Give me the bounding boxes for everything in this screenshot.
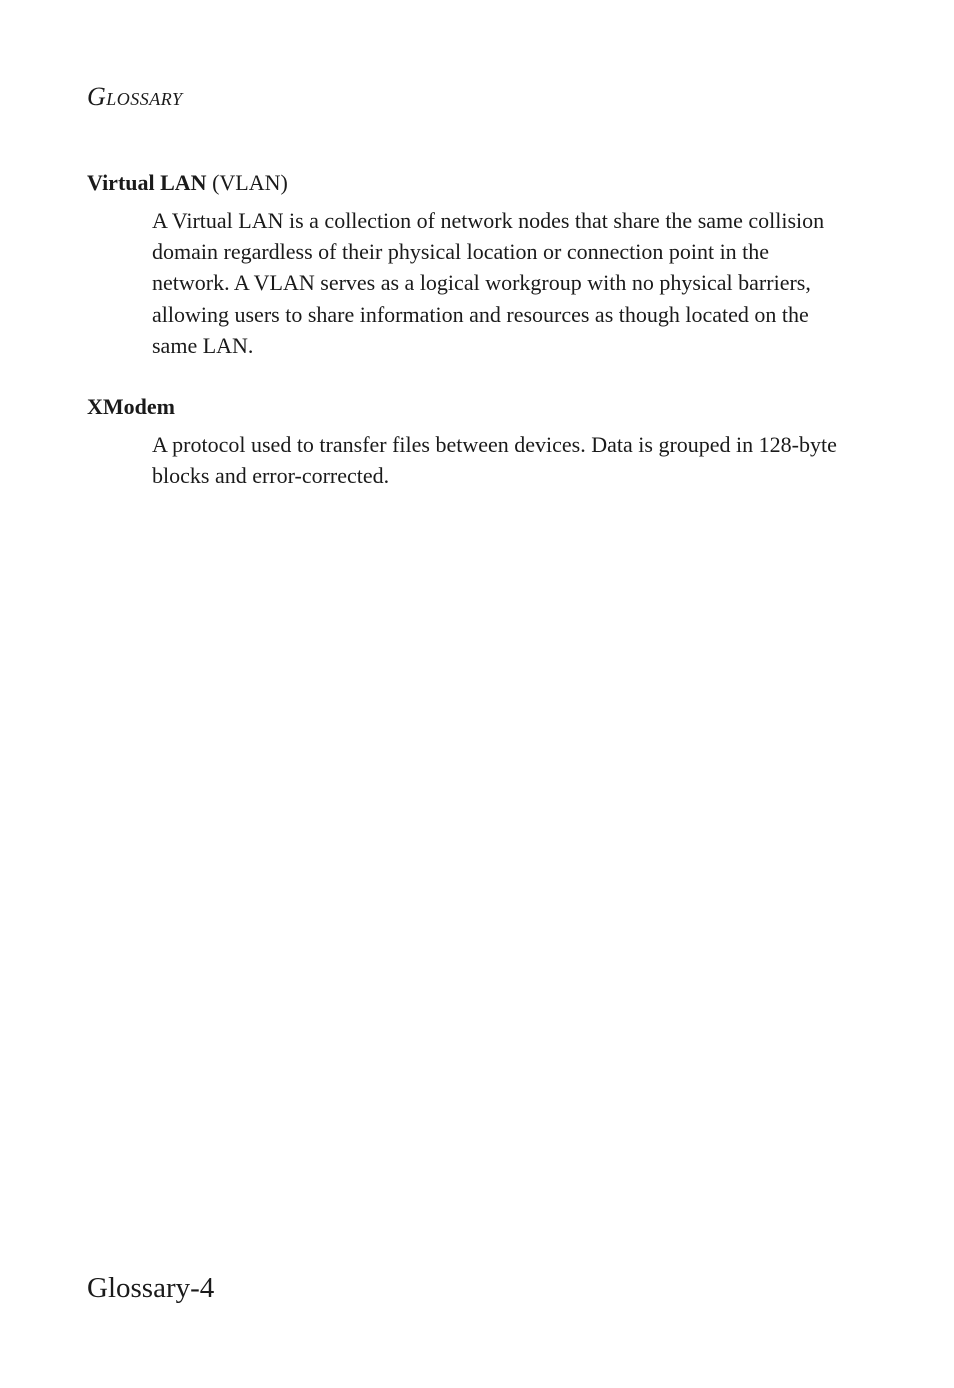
term-abbreviation: (VLAN) <box>212 170 288 195</box>
glossary-term-vlan <box>87 170 288 196</box>
running-header: Glossary <box>87 82 183 111</box>
glossary-term-xmodem <box>87 394 175 420</box>
term-name: XModem <box>87 394 175 419</box>
page-number: Glossary-4 <box>87 1272 215 1304</box>
glossary-definition-xmodem: A protocol used to transfer files between devices. Data is grouped in 128-byte blocks and error-corrected. <box>152 432 837 489</box>
glossary-definition-vlan: A Virtual LAN is a collection of network nodes that share the same collision domain regardless of their physical location or connection point in the network. A VLAN serves as a logical workgroup with no physical barriers, allowing users to share information and resources as though located on the same LAN. <box>152 208 825 358</box>
term-name: Virtual LAN <box>87 170 207 195</box>
